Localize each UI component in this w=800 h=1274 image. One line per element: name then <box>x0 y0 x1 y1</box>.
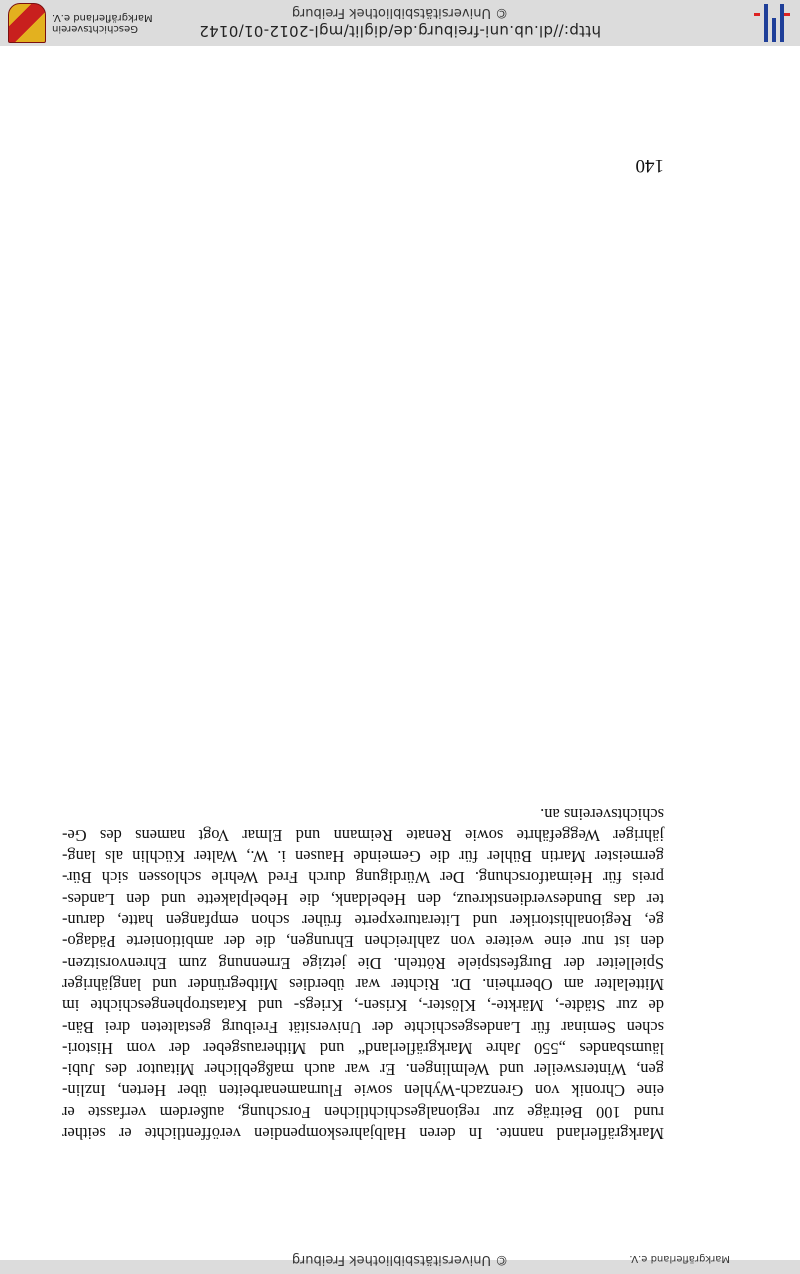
text-line: schen Seminar für Landesgeschichte der Universität Freiburg gestalteten drei Bän- <box>62 1017 664 1037</box>
header-society: Markgräflerland e.V. <box>629 1253 730 1264</box>
text-line: eine Chronik von Grenzach-Wyhlen sowie Flurnamenarbeiten über Herten, Inzlin- <box>62 1081 664 1101</box>
footer-bar <box>0 0 800 46</box>
society-line-1: Geschichtsverein <box>52 23 138 34</box>
header-strip <box>0 1252 800 1274</box>
text-line: gen, Wintersweiler und Welmlingen. Er war auch maßgeblicher Mitautor des Jubi- <box>62 1060 664 1080</box>
society-block <box>8 4 153 42</box>
page-number: 140 <box>635 155 664 176</box>
text-line: läumsbandes „550 Jahre Markgräflerland“ und Mitherausgeber der vom Histori- <box>62 1038 664 1058</box>
text-line: den ist nur eine weitere von zahlreichen Ehrungen, die der ambitionierte Pädago- <box>62 932 664 952</box>
text-line: de zur Städte-, Märkte-, Klöster-, Krisen-, Kriegs- und Katastrophengeschichte im <box>62 996 664 1016</box>
text-line: jähriger Weggefährte sowie Renate Reimann und Elmar Vogt namens des Ge- <box>62 825 664 845</box>
header-copyright: © Universitätsbibliothek Freiburg <box>291 1252 509 1267</box>
text-line: germeister Martin Bühler für die Gemeinde Hausen i. W., Walter Küchlin als lang- <box>62 847 664 867</box>
text-line: preis für Heimatforschung. Der Würdigung durch Fred Wehrle schlossen sich Bür- <box>62 868 664 888</box>
text-line: Markgräflerland nannte. In deren Halbjahreskompendien veröffentlichte er seither <box>62 1124 664 1143</box>
text-line: schichtsvereins an. <box>540 804 664 824</box>
geschichtsverein-shield-icon <box>8 3 46 43</box>
footer-url[interactable]: http://dl.ub.uni-freiburg.de/diglit/mgl-2012-01/0142 <box>198 22 602 40</box>
footer-copyright: © Universitätsbibliothek Freiburg <box>291 5 509 20</box>
society-name <box>52 12 153 34</box>
text-line: Mittelalter am Oberrhein. Dr. Richter war überdies Mitbegründer und langjähriger <box>62 974 664 994</box>
society-line-2: Markgräflerland e.V. <box>52 12 153 23</box>
text-line: ge, Regionalhistoriker und Literaturexperte früher schon empfangen hatte, darun- <box>62 911 664 931</box>
text-line: Spielleiter der Burgfestspiele Rötteln. Die jetzige Ernennung zum Ehrenvorsitzen- <box>62 953 664 973</box>
text-line: rund 100 Beiträge zur regionalgeschichtlichen Forschung, außerdem verfasste er <box>62 1102 664 1122</box>
text-line: ter das Bundesverdienstkreuz, den Hebeldank, die Hebelplakette und den Landes- <box>62 889 664 909</box>
body-paragraph <box>62 803 664 1144</box>
